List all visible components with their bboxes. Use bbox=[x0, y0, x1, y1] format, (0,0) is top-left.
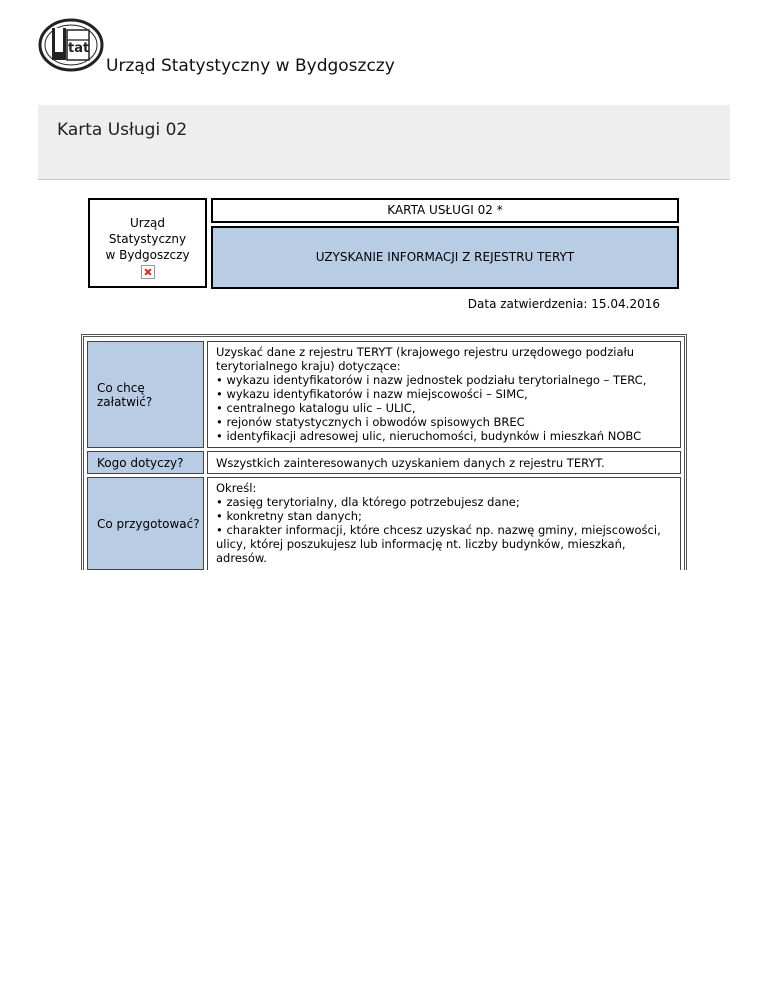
list-item: • centralnego katalogu ulic – ULIC, bbox=[216, 401, 672, 415]
broken-image-icon bbox=[141, 265, 155, 279]
ustat-logo bbox=[38, 18, 104, 72]
list-item: • charakter informacji, które chcesz uzyskać np. nazwę gminy, miejscowości, ulicy, której poszukujesz lub informację nt. liczby budynków, mieszkań, adresów. bbox=[216, 523, 672, 565]
list-item: • konkretny stan danych; bbox=[216, 509, 672, 523]
answer-cell bbox=[207, 451, 681, 474]
org-name: Urząd Statystyczny w Bydgoszczy bbox=[106, 56, 395, 76]
office-box bbox=[88, 198, 207, 288]
answer-cell bbox=[207, 477, 681, 570]
answer-intro: Uzyskać dane z rejestru TERYT (krajowego rejestru urzędowego podziału terytorialnego kraju) dotyczące: bbox=[216, 345, 635, 373]
office-line: Statystyczny bbox=[108, 232, 187, 246]
answer-cell bbox=[207, 341, 681, 448]
list-item: • wykazu identyfikatorów i nazw jednostek podziału terytorialnego – TERC, bbox=[216, 373, 672, 387]
page-header bbox=[38, 18, 438, 78]
answer-list bbox=[216, 373, 672, 443]
list-item: • identyfikacji adresowej ulic, nieruchomości, budynków i mieszkań NOBC bbox=[216, 429, 672, 443]
answer-list bbox=[216, 495, 672, 565]
question-cell: Kogo dotyczy? bbox=[87, 451, 204, 474]
answer-intro: Wszystkich zainteresowanych uzyskaniem danych z rejestru TERYT. bbox=[216, 456, 605, 470]
svg-text:tat: tat bbox=[68, 41, 90, 56]
question-cell: Co chcę załatwić? bbox=[87, 341, 204, 448]
table-row bbox=[87, 341, 681, 448]
approval-date: Data zatwierdzenia: 15.04.2016 bbox=[467, 297, 660, 311]
list-item: • rejonów statystycznych i obwodów spisowych BREC bbox=[216, 415, 672, 429]
table-row bbox=[87, 477, 681, 570]
question-cell: Co przygotować? bbox=[87, 477, 204, 570]
service-name: UZYSKANIE INFORMACJI Z REJESTRU TERYT bbox=[211, 226, 679, 289]
office-line: w Bydgoszczy bbox=[105, 248, 190, 262]
table-row bbox=[87, 451, 681, 474]
list-item: • zasięg terytorialny, dla którego potrzebujesz dane; bbox=[216, 495, 672, 509]
info-table bbox=[81, 334, 687, 570]
card-header bbox=[88, 198, 680, 292]
title-band bbox=[38, 105, 730, 180]
page-title: Karta Usługi 02 bbox=[57, 120, 188, 140]
list-item: • wykazu identyfikatorów i nazw miejscowości – SIMC, bbox=[216, 387, 672, 401]
card-label: KARTA USŁUGI 02 * bbox=[211, 198, 679, 223]
answer-intro: Określ: bbox=[216, 481, 257, 495]
office-line: Urząd bbox=[130, 216, 165, 230]
